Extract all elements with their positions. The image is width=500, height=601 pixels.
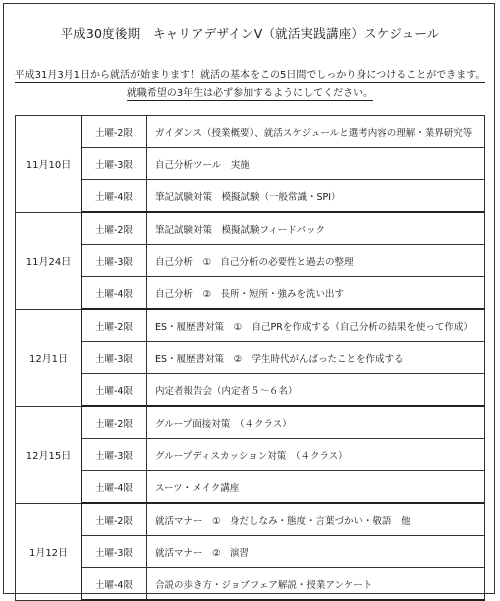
date-cell: 12月15日 xyxy=(16,406,82,503)
topic-cell: 自己分析 ② 長所・短所・強みを洗い出す xyxy=(147,277,485,310)
period-cell: 土曜-4限 xyxy=(82,180,147,213)
table-row xyxy=(16,406,485,439)
topic-cell: ES・履歴書対策 ② 学生時代がんばったことを作成する xyxy=(147,342,485,374)
table-row xyxy=(16,212,485,245)
date-cell: 11月10日 xyxy=(16,116,82,213)
topic-cell: グループ面接対策 （４クラス） xyxy=(147,406,485,439)
table-row xyxy=(16,116,485,148)
topic-cell: スーツ・メイク講座 xyxy=(147,471,485,504)
period-cell: 土曜-3限 xyxy=(82,245,147,277)
intro-text-1: 平成31月3月1日から就活が始まります！就活の基本をこの5日間でしっかり身につけることができます。 xyxy=(14,70,486,81)
period-cell: 土曜-3限 xyxy=(82,536,147,568)
table-row xyxy=(16,245,485,277)
topic-cell: 就活マナー ① 身だしなみ・態度・言葉づかい・敬語 他 xyxy=(147,503,485,536)
table-row xyxy=(16,148,485,180)
topic-cell: 合説の歩き方・ジョブフェア解説・授業アンケート xyxy=(147,568,485,601)
intro-line-2 xyxy=(0,84,500,99)
period-cell: 土曜-3限 xyxy=(82,439,147,471)
period-cell: 土曜-2限 xyxy=(82,503,147,536)
date-cell: 11月24日 xyxy=(16,212,82,309)
topic-cell: 自己分析ツール 実施 xyxy=(147,148,485,180)
schedule-table xyxy=(15,115,485,601)
table-row xyxy=(16,471,485,504)
table-row xyxy=(16,180,485,213)
topic-cell: 就活マナー ② 演習 xyxy=(147,536,485,568)
topic-cell: 筆記試験対策 模擬試験フィードバック xyxy=(147,212,485,245)
topic-cell: 筆記試験対策 模擬試験（一般常識・SPI） xyxy=(147,180,485,213)
period-cell: 土曜-4限 xyxy=(82,471,147,504)
period-cell: 土曜-2限 xyxy=(82,212,147,245)
date-cell: 1月12日 xyxy=(16,503,82,600)
table-row xyxy=(16,536,485,568)
schedule-body xyxy=(16,116,485,601)
topic-cell: 内定者報告会（内定者５～６名） xyxy=(147,374,485,407)
period-cell: 土曜-4限 xyxy=(82,568,147,601)
topic-cell: 自己分析 ① 自己分析の必要性と過去の整理 xyxy=(147,245,485,277)
period-cell: 土曜-4限 xyxy=(82,277,147,310)
intro-line-1 xyxy=(0,66,500,81)
topic-cell: ES・履歴書対策 ① 自己PRを作成する（自己分析の結果を使って作成） xyxy=(147,309,485,342)
period-cell: 土曜-3限 xyxy=(82,342,147,374)
page-title: 平成30度後期 キャリアデザインⅤ（就活実践講座）スケジュール xyxy=(60,26,440,41)
table-row xyxy=(16,277,485,310)
period-cell: 土曜-4限 xyxy=(82,374,147,407)
table-row xyxy=(16,309,485,342)
period-cell: 土曜-3限 xyxy=(82,148,147,180)
intro-text-2: 就職希望の3年生は必ず参加するようにしてください。 xyxy=(126,88,374,99)
table-row xyxy=(16,342,485,374)
table-row xyxy=(16,503,485,536)
table-row xyxy=(16,374,485,407)
table-row xyxy=(16,568,485,601)
period-cell: 土曜-2限 xyxy=(82,309,147,342)
period-cell: 土曜-2限 xyxy=(82,116,147,148)
topic-cell: ガイダンス（授業概要）、就活スケジュールと選考内容の理解・業界研究等 xyxy=(147,116,485,148)
period-cell: 土曜-2限 xyxy=(82,406,147,439)
table-row xyxy=(16,439,485,471)
date-cell: 12月1日 xyxy=(16,309,82,406)
topic-cell: グループディスカッション対策 （４クラス） xyxy=(147,439,485,471)
